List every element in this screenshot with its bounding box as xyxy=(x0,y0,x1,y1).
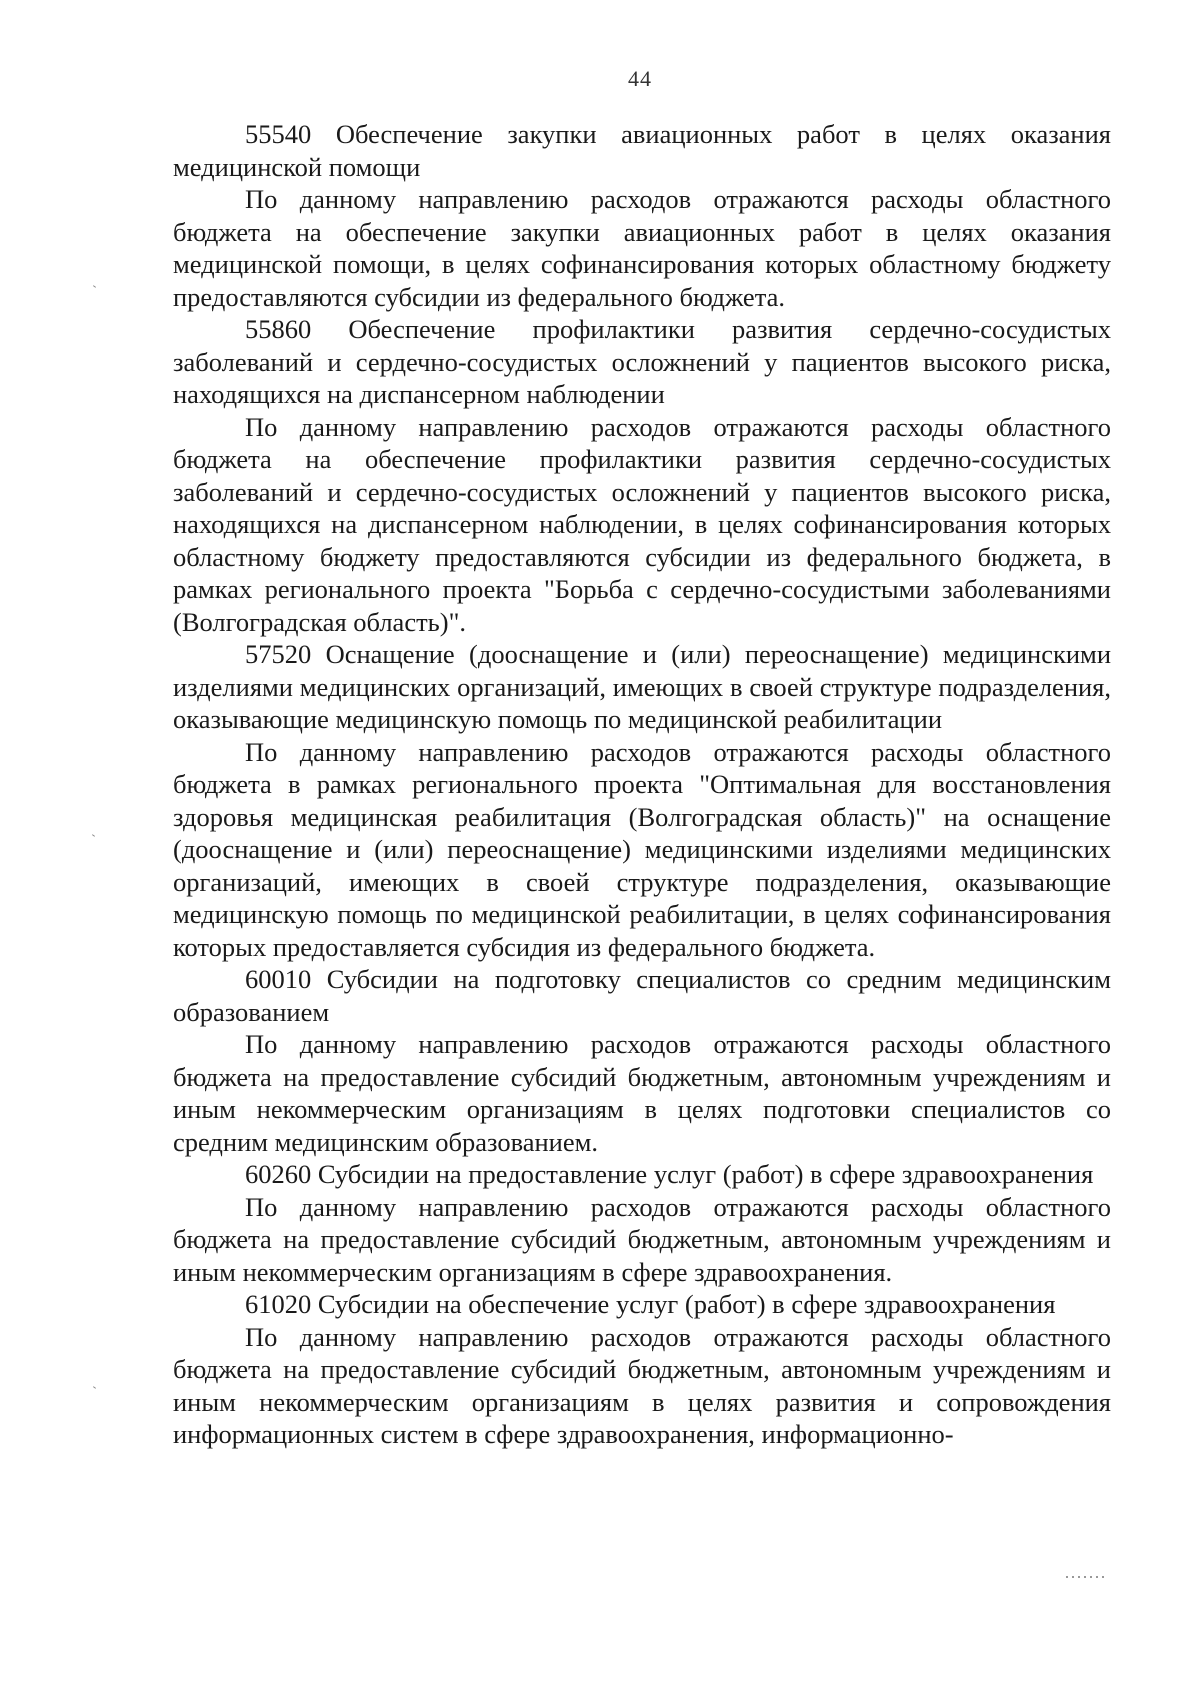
paragraph-code-55540: 55540 Обеспечение закупки авиационных работ в целях оказания медицинской помощи xyxy=(173,119,1111,182)
paragraph-description: По данному направлению расходов отражаются расходы областного бюджета на предоставление субсидий бюджетным, автономным учреждениям и иным некоммерческим организациям в целях подготовки специалистов со средним медицинским образованием. xyxy=(173,1029,1111,1157)
paragraph-description: По данному направлению расходов отражаются расходы областного бюджета на обеспечение профилактики развития сердечно-сосудистых заболеваний и сердечно-сосудистых осложнений у пациентов высокого риска, находящихся на диспансерном наблюдении, в целях софинансирования которых областному бюджету предоставляются субсидии из федерального бюджета, в рамках регионального проекта "Борьба с сердечно-сосудистыми заболеваниями (Волгоградская область)". xyxy=(173,411,1111,637)
scan-speck xyxy=(92,834,95,837)
document-body xyxy=(173,118,1111,1451)
paragraph-description: По данному направлению расходов отражаются расходы областного бюджета в рамках регионального проекта "Оптимальная для восстановления здоровья медицинская реабилитация (Волгоградская область)" на оснащение (дооснащение и (или) переоснащение) медицинскими изделиями медицинских организаций, имеющих в своей структуре подразделения, оказывающие медицинскую помощь по медицинской реабилитации, в целях софинансирования которых предоставляется субсидия из федерального бюджета. xyxy=(173,736,1111,962)
paragraph-description: По данному направлению расходов отражаются расходы областного бюджета на обеспечение закупки авиационных работ в целях оказания медицинской помощи, в целях софинансирования которых областному бюджету предоставляются субсидии из федерального бюджета. xyxy=(173,184,1111,312)
scan-speck xyxy=(93,1386,96,1389)
paragraph-description: По данному направлению расходов отражаются расходы областного бюджета на предоставление субсидий бюджетным, автономным учреждениям и иным некоммерческим организациям в целях развития и сопровождения информационных систем в сфере здравоохранения, информационно- xyxy=(173,1321,1111,1449)
scan-dots xyxy=(1066,1576,1106,1578)
paragraph-code-57520: 57520 Оснащение (дооснащение и (или) переоснащение) медицинскими изделиями медицинских организаций, имеющих в своей структуре подразделения, оказывающие медицинскую помощь по медицинской реабилитации xyxy=(173,639,1111,734)
paragraph-code-60260: 60260 Субсидии на предоставление услуг (работ) в сфере здравоохранения xyxy=(245,1159,1094,1189)
paragraph-code-60010: 60010 Субсидии на подготовку специалистов со средним медицинским образованием xyxy=(173,964,1111,1027)
scan-speck xyxy=(93,285,96,288)
page-number: 44 xyxy=(628,66,652,91)
paragraph-code-61020: 61020 Субсидии на обеспечение услуг (работ) в сфере здравоохранения xyxy=(245,1289,1056,1319)
paragraph-description: По данному направлению расходов отражаются расходы областного бюджета на предоставление субсидий бюджетным, автономным учреждениям и иным некоммерческим организациям в сфере здравоохранения. xyxy=(173,1191,1111,1287)
paragraph-code-55860: 55860 Обеспечение профилактики развития сердечно-сосудистых заболеваний и сердечно-сосудистых осложнений у пациентов высокого риска, находящихся на диспансерном наблюдении xyxy=(173,314,1111,409)
